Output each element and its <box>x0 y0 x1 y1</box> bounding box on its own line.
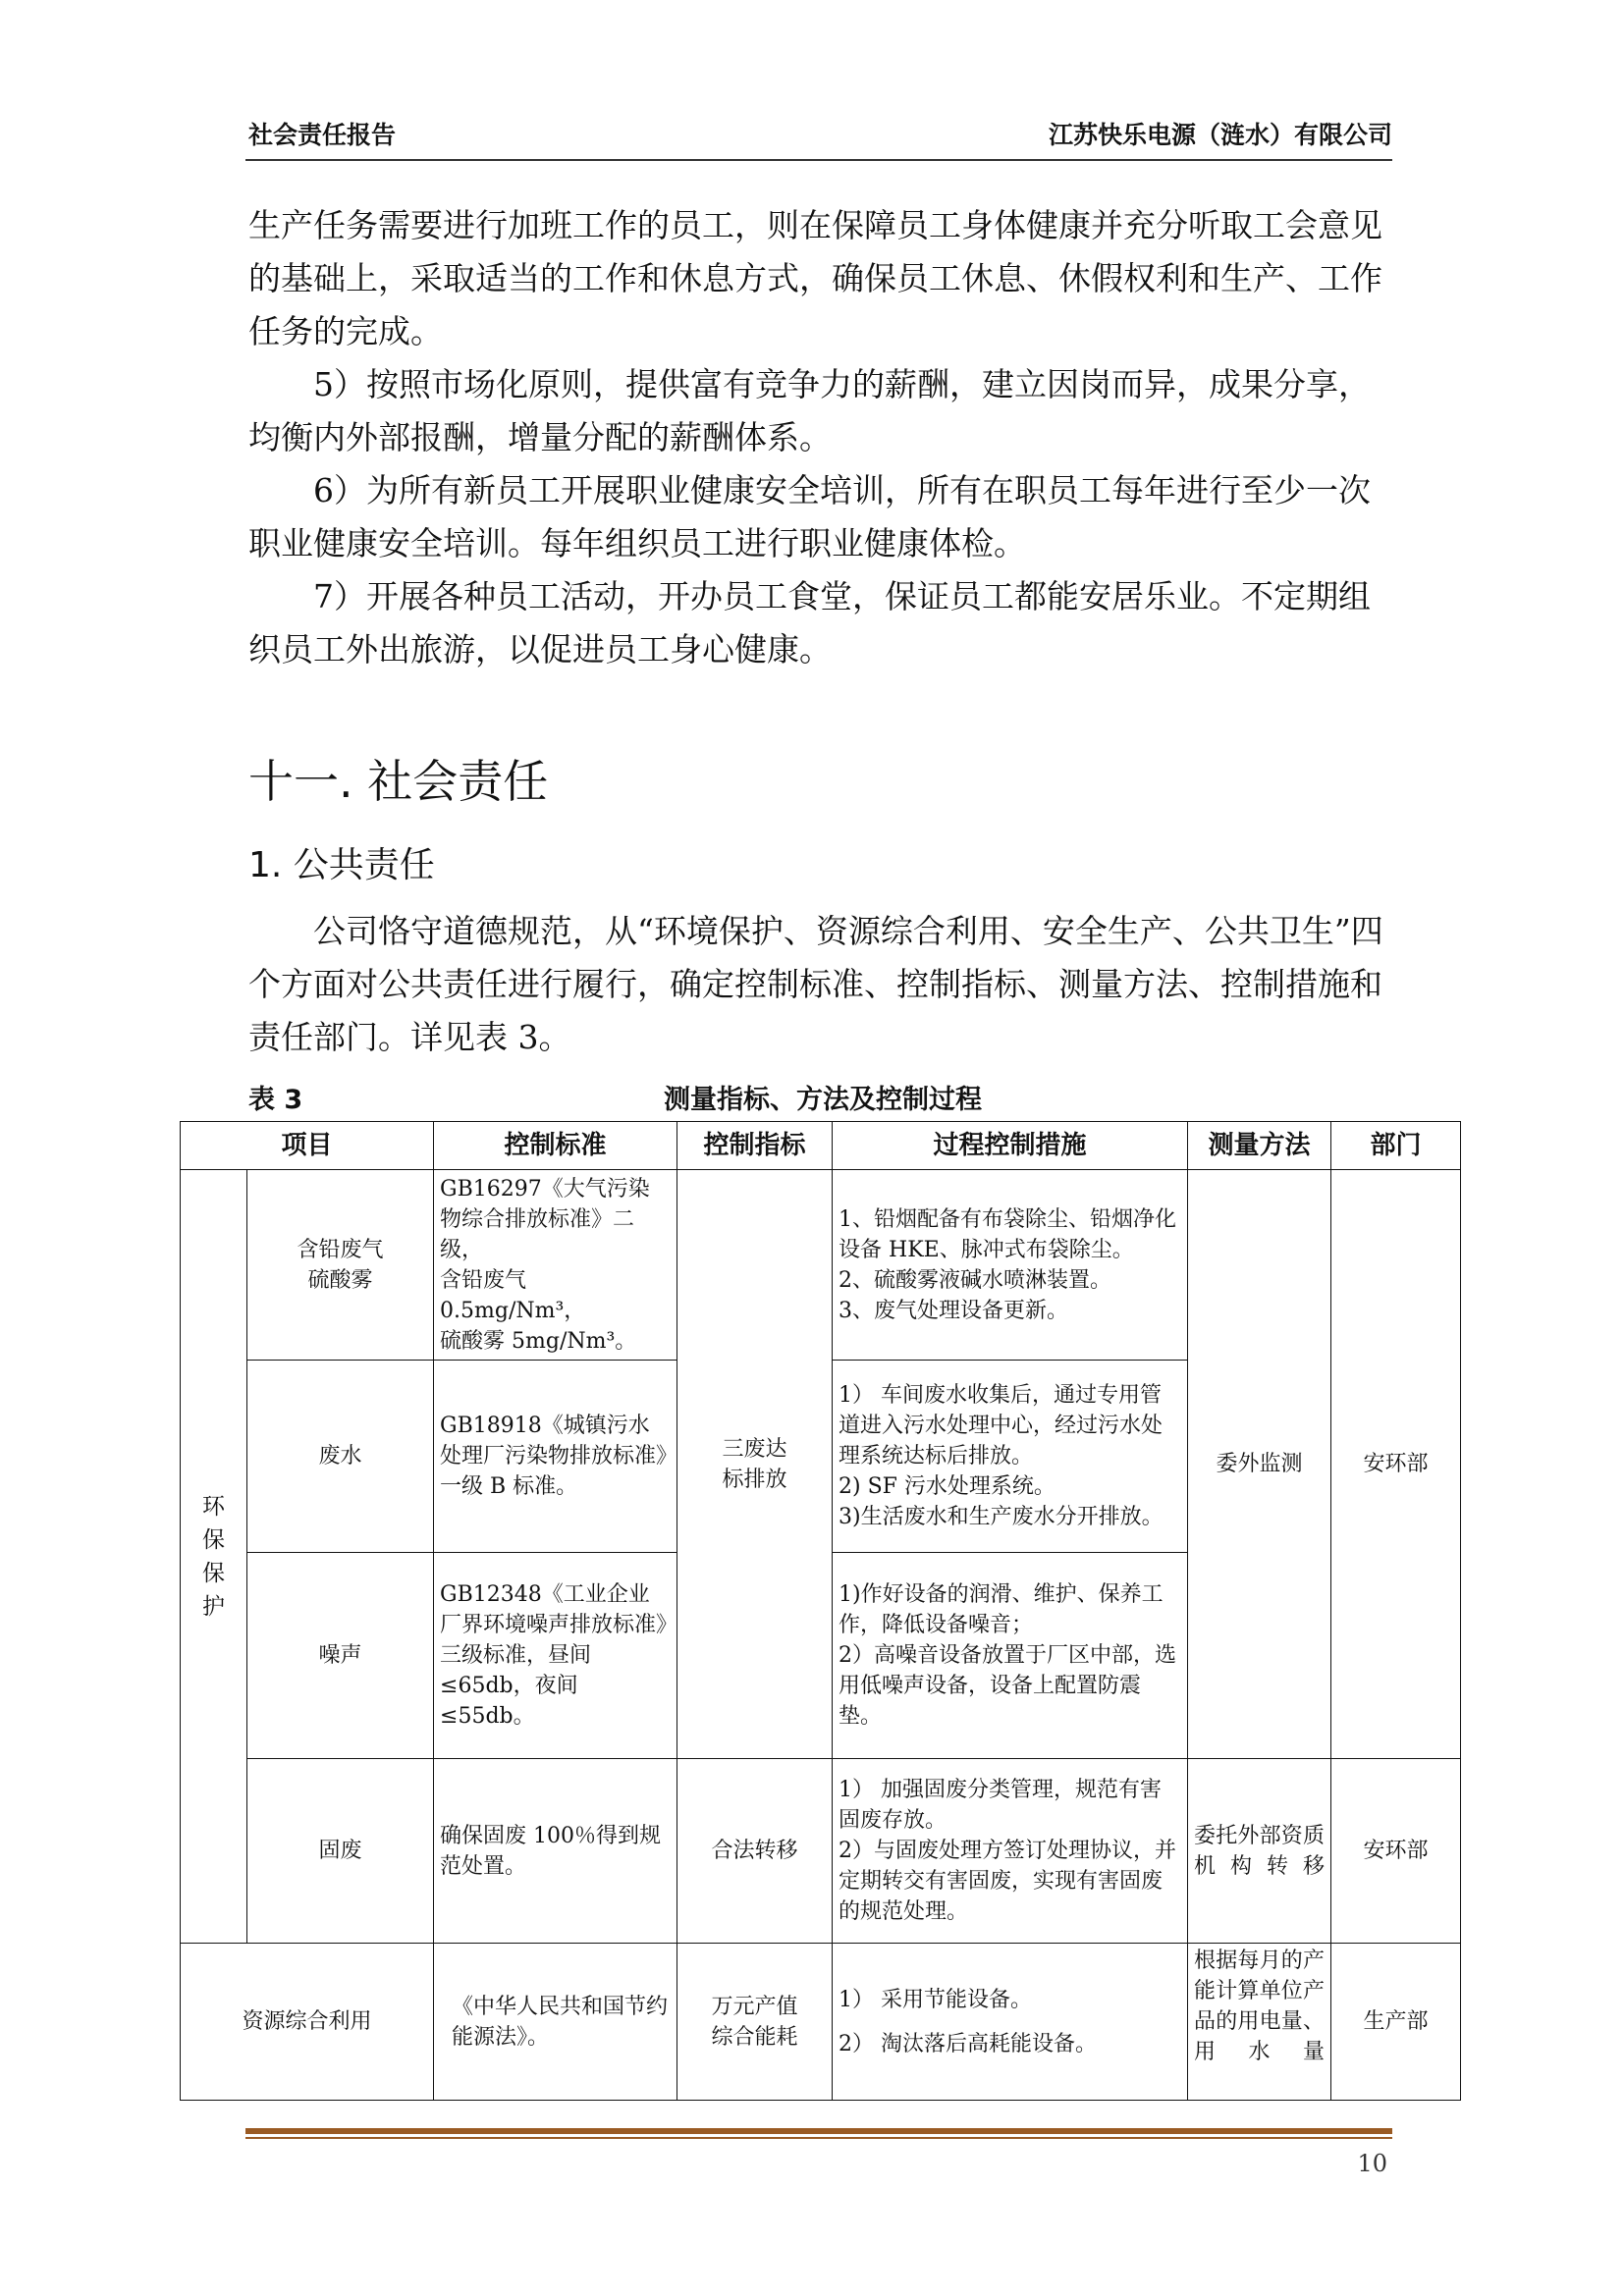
header-item: 项目 <box>181 1122 434 1170</box>
table-row <box>181 1170 1461 1361</box>
section-subtitle: 1. 公共责任 <box>248 845 435 885</box>
header-rule <box>245 159 1392 161</box>
resource-measure-1: 1） 采用节能设备。 <box>839 1987 1033 2012</box>
cell-resource-measures <box>833 1944 1188 2101</box>
cell-resource-method: 根据每月的产能计算单位产品的用电量、用水量 <box>1188 1944 1331 2101</box>
table-caption-number: 表 3 <box>248 1085 303 1115</box>
cell-item: 含铅废气 硫酸雾 <box>247 1170 434 1361</box>
cell-measures: 1)作好设备的润滑、维护、保养工作，降低设备噪音； 2）高噪音设备放置于厂区中部，选用低噪声设备，设备上配置防震垫。 <box>833 1553 1188 1759</box>
header-standard: 控制标准 <box>434 1122 677 1170</box>
table-header-row <box>181 1122 1461 1170</box>
cell-item: 噪声 <box>247 1553 434 1759</box>
cell-shared-indicator: 三废达 标排放 <box>677 1170 833 1759</box>
paragraph-7: 7）开展各种员工活动，开办员工食堂，保证员工都能安居乐业。不定期组织员工外出旅游，以促进员工身心健康。 <box>248 577 1371 668</box>
cell-method: 委托外部资质机构转移 <box>1188 1759 1331 1944</box>
header-left-title: 社会责任报告 <box>248 121 397 149</box>
cell-resource-item: 资源综合利用 <box>181 1944 434 2101</box>
cell-measures: 1、铅烟配备有布袋除尘、铅烟净化设备 HKE、脉冲式布袋除尘。 2、硫酸雾液碱水喷淋装置。 3、废气处理设备更新。 <box>833 1170 1188 1361</box>
cell-indicator: 合法转移 <box>677 1759 833 1944</box>
cell-shared-dept: 安环部 <box>1331 1170 1461 1759</box>
page-number: 10 <box>1357 2150 1387 2177</box>
cell-item: 废水 <box>247 1361 434 1553</box>
footer-rule-thick <box>245 2128 1392 2134</box>
cell-resource-standard: 《中华人民共和国节约能源法》。 <box>434 1944 677 2101</box>
cell-item: 固废 <box>247 1759 434 1944</box>
measurement-table <box>180 1121 1461 2101</box>
footer-rule-thin <box>245 2137 1392 2139</box>
header-dept: 部门 <box>1331 1122 1461 1170</box>
header-measures: 过程控制措施 <box>833 1122 1188 1170</box>
header-right-company: 江苏快乐电源（涟水）有限公司 <box>1048 121 1392 149</box>
paragraph-6: 6）为所有新员工开展职业健康安全培训，所有在职员工每年进行至少一次职业健康安全培训。每年组织员工进行职业健康体检。 <box>248 471 1371 562</box>
cell-resource-indicator: 万元产值 综合能耗 <box>677 1944 833 2101</box>
group-env-protection: 环 保 保 护 <box>181 1170 247 1944</box>
cell-measures: 1） 车间废水收集后，通过专用管道进入污水处理中心，经过污水处理系统达标后排放。 2) SF 污水处理系统。 3)生活废水和生产废水分开排放。 <box>833 1361 1188 1553</box>
header-indicator: 控制指标 <box>677 1122 833 1170</box>
header-method: 测量方法 <box>1188 1122 1331 1170</box>
resource-measure-2: 2） 淘汰落后高耗能设备。 <box>839 2031 1098 2056</box>
paragraph-5: 5）按照市场化原则，提供富有竞争力的薪酬，建立因岗而异，成果分享，均衡内外部报酬，增量分配的薪酬体系。 <box>248 365 1371 456</box>
table-row <box>181 1944 1461 2101</box>
cell-standard: GB18918《城镇污水处理厂污染物排放标准》一级 B 标准。 <box>434 1361 677 1553</box>
section-intro: 公司恪守道德规范，从“环境保护、资源综合利用、安全生产、公共卫生”四个方面对公共责任进行履行，确定控制标准、控制指标、测量方法、控制措施和责任部门。详见表 3。 <box>248 912 1383 1056</box>
table-row <box>181 1759 1461 1944</box>
cell-standard: 确保固废 100％得到规范处置。 <box>434 1759 677 1944</box>
cell-standard: GB12348《工业企业厂界环境噪声排放标准》三级标准，昼间≤65db，夜间≤55db。 <box>434 1553 677 1759</box>
cell-standard: GB16297《大气污染物综合排放标准》二级， 含铅废气 0.5mg/Nm³， 硫酸雾 5mg/Nm³。 <box>434 1170 677 1361</box>
paragraph-continued: 生产任务需要进行加班工作的员工，则在保障员工身体健康并充分听取工会意见的基础上，采取适当的工作和休息方式，确保员工休息、休假权利和生产、工作任务的完成。 <box>248 206 1382 350</box>
body-paragraphs <box>248 199 1397 676</box>
cell-shared-method: 委外监测 <box>1188 1170 1331 1759</box>
table-caption-title: 测量指标、方法及控制过程 <box>664 1085 982 1115</box>
section-intro-block <box>248 905 1397 1064</box>
cell-measures: 1） 加强固废分类管理，规范有害固废存放。 2）与固废处理方签订处理协议，并定期转交有害固废，实现有害固废的规范处理。 <box>833 1759 1188 1944</box>
cell-dept: 安环部 <box>1331 1759 1461 1944</box>
section-title: 十一. 社会责任 <box>248 755 549 808</box>
cell-resource-dept: 生产部 <box>1331 1944 1461 2101</box>
